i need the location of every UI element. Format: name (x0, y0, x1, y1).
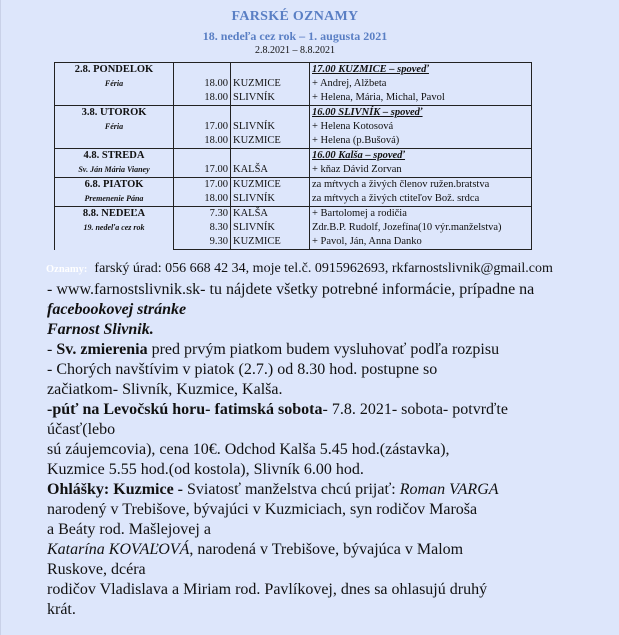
sick-visit-line: - Chorých navštívim v piatok (2.7.) od 8.30 hod. postupne so (47, 361, 438, 378)
contact-line (46, 259, 619, 280)
confession-note: 17.00 KUZMICE – spoveď (310, 63, 532, 78)
mass-time: 18.00 (204, 78, 228, 89)
page-subtitle: 18. nedeľa cez rok – 1. augusta 2021 (202, 29, 388, 43)
mass-time: 18.00 (204, 92, 228, 103)
day-name: 4.8. STREDA (83, 150, 145, 161)
day-feast: 19. nedeľa cez rok (83, 223, 145, 232)
schedule-row (55, 178, 532, 193)
mass-time: 17.00 (204, 121, 228, 132)
mass-place: SLIVNÍK (231, 91, 310, 106)
mass-intention: + Bartolomej a rodičia (310, 207, 532, 222)
mass-place: SLIVNÍK (231, 192, 310, 207)
pilgrimage-line-4: Kuzmice 5.55 hod.(od kostola), Slivník 6.00 hod. (47, 461, 364, 478)
pilgrimage-line-2: účasť(lebo (47, 421, 116, 438)
mass-intention: za mŕtvych a živých ctiteľov Bož. srdca (310, 192, 532, 207)
banns-line-3: a Beáty rod. Mašlejovej a (47, 521, 211, 538)
mass-time: 18.00 (204, 135, 228, 146)
day-cell (55, 63, 174, 106)
banns-line-6: rodičov Vladislava a Miriam rod. Pavlíkovej, dnes sa ohlasujú druhý (47, 581, 488, 598)
day-feast: Sv. Ján Mária Vianey (78, 165, 150, 174)
mass-time: 7.30 (174, 207, 231, 222)
banns-line-2: narodený v Trebišove, bývajúci v Kuzmiciach, syn rodičov Maroša (47, 501, 478, 518)
mass-place: KALŠA (231, 163, 310, 178)
facebook-line: facebookovej stránke (47, 301, 187, 318)
banns-line-4: Katarína KOVAĽOVÁ, narodená v Trebišove, bývajúca v Malom (47, 541, 464, 558)
mass-time (174, 106, 231, 121)
mass-intention: za mŕtvych a živých členov ružen.bratstva (310, 178, 532, 193)
mass-place (231, 63, 310, 78)
page-title: FARSKÉ OZNAMY (231, 9, 359, 24)
day-name: 6.8. PIATOK (84, 179, 144, 190)
mass-time: 17.00 (204, 164, 228, 175)
oznamy-label: Oznamy: (46, 264, 88, 275)
website-line: - www.farnostslivnik.sk- tu nájdete všetky potrebné informácie, prípadne na (47, 281, 535, 298)
mass-place: KUZMICE (231, 134, 310, 149)
banns-line-5: Ruskove, dcéra (47, 561, 146, 578)
day-name: 2.8. PONDELOK (74, 64, 154, 75)
mass-intention: + Helena Kotosová (310, 120, 532, 134)
mass-place: SLIVNÍK (231, 120, 310, 134)
mass-place: KUZMICE (231, 178, 310, 193)
day-cell (55, 178, 174, 207)
schedule-row (55, 106, 532, 121)
day-feast: Féria (104, 122, 124, 131)
confession-note: 16.00 Kalša – spoveď (310, 149, 532, 164)
day-cell (55, 149, 174, 178)
mass-intention: Zdr.B.P. Rudolf, Jozefína(10 výr.manželstva) (310, 221, 532, 235)
contact-text: farský úrad: 056 668 42 34, moje tel.č. 0915962693, rkfarnostslivnik@gmail.com (94, 261, 553, 276)
mass-schedule-table (54, 62, 532, 250)
mass-intention: + Andrej, Alžbeta (310, 77, 532, 91)
banns-line-7: krát. (47, 601, 76, 618)
mass-time (174, 63, 231, 78)
schedule-row (55, 149, 532, 164)
pilgrimage-line-3: sú záujemcovia), cena 10€. Odchod Kalša 5.45 hod.(zástavka), (47, 441, 450, 458)
confession-note: 16.00 SLIVNÍK – spoveď (310, 106, 532, 121)
day-cell (55, 207, 174, 250)
mass-place (231, 149, 310, 164)
day-name: 3.8. UTOROK (81, 107, 147, 118)
mass-time: 18.00 (204, 193, 228, 204)
day-cell (55, 106, 174, 149)
mass-intention: + Helena (p.Bušová) (310, 134, 532, 149)
facebook-page-name: Farnost Slivnik. (47, 321, 154, 338)
mass-intention: + kňaz Dávid Zorvan (310, 163, 532, 178)
schedule-row (55, 207, 532, 222)
mass-place (231, 106, 310, 121)
mass-time (174, 149, 231, 164)
confession-line: - Sv. zmierenia pred prvým piatkom budem vysluhovať podľa rozpisu (47, 341, 500, 358)
day-name: 8.8. NEDEĽA (82, 208, 146, 219)
day-feast: Premenenie Pána (84, 194, 144, 203)
sick-visit-line-2: začiatkom- Slivník, Kuzmice, Kalša. (47, 381, 283, 398)
mass-time: 9.30 (174, 235, 231, 250)
pilgrimage-line: -púť na Levočskú horu- fatimská sobota- 7.8. 2021- sobota- potvrďte (47, 401, 508, 418)
announcements (47, 259, 619, 620)
mass-time: 8.30 (209, 222, 228, 233)
day-feast: Féria (104, 79, 124, 88)
mass-place: KALŠA (231, 207, 310, 222)
date-range: 2.8.2021 – 8.8.2021 (255, 45, 335, 56)
schedule-row (55, 63, 532, 78)
mass-place: SLIVNÍK (231, 221, 310, 235)
mass-time: 17.00 (174, 178, 231, 193)
mass-place: KUZMICE (231, 235, 310, 250)
mass-place: KUZMICE (231, 77, 310, 91)
mass-intention: + Pavol, Ján, Anna Danko (310, 235, 532, 250)
mass-intention: + Helena, Mária, Michal, Pavol (310, 91, 532, 106)
banns-line: Ohlášky: Kuzmice - Sviatosť manželstva chcú prijať: Roman VARGA (47, 481, 499, 498)
